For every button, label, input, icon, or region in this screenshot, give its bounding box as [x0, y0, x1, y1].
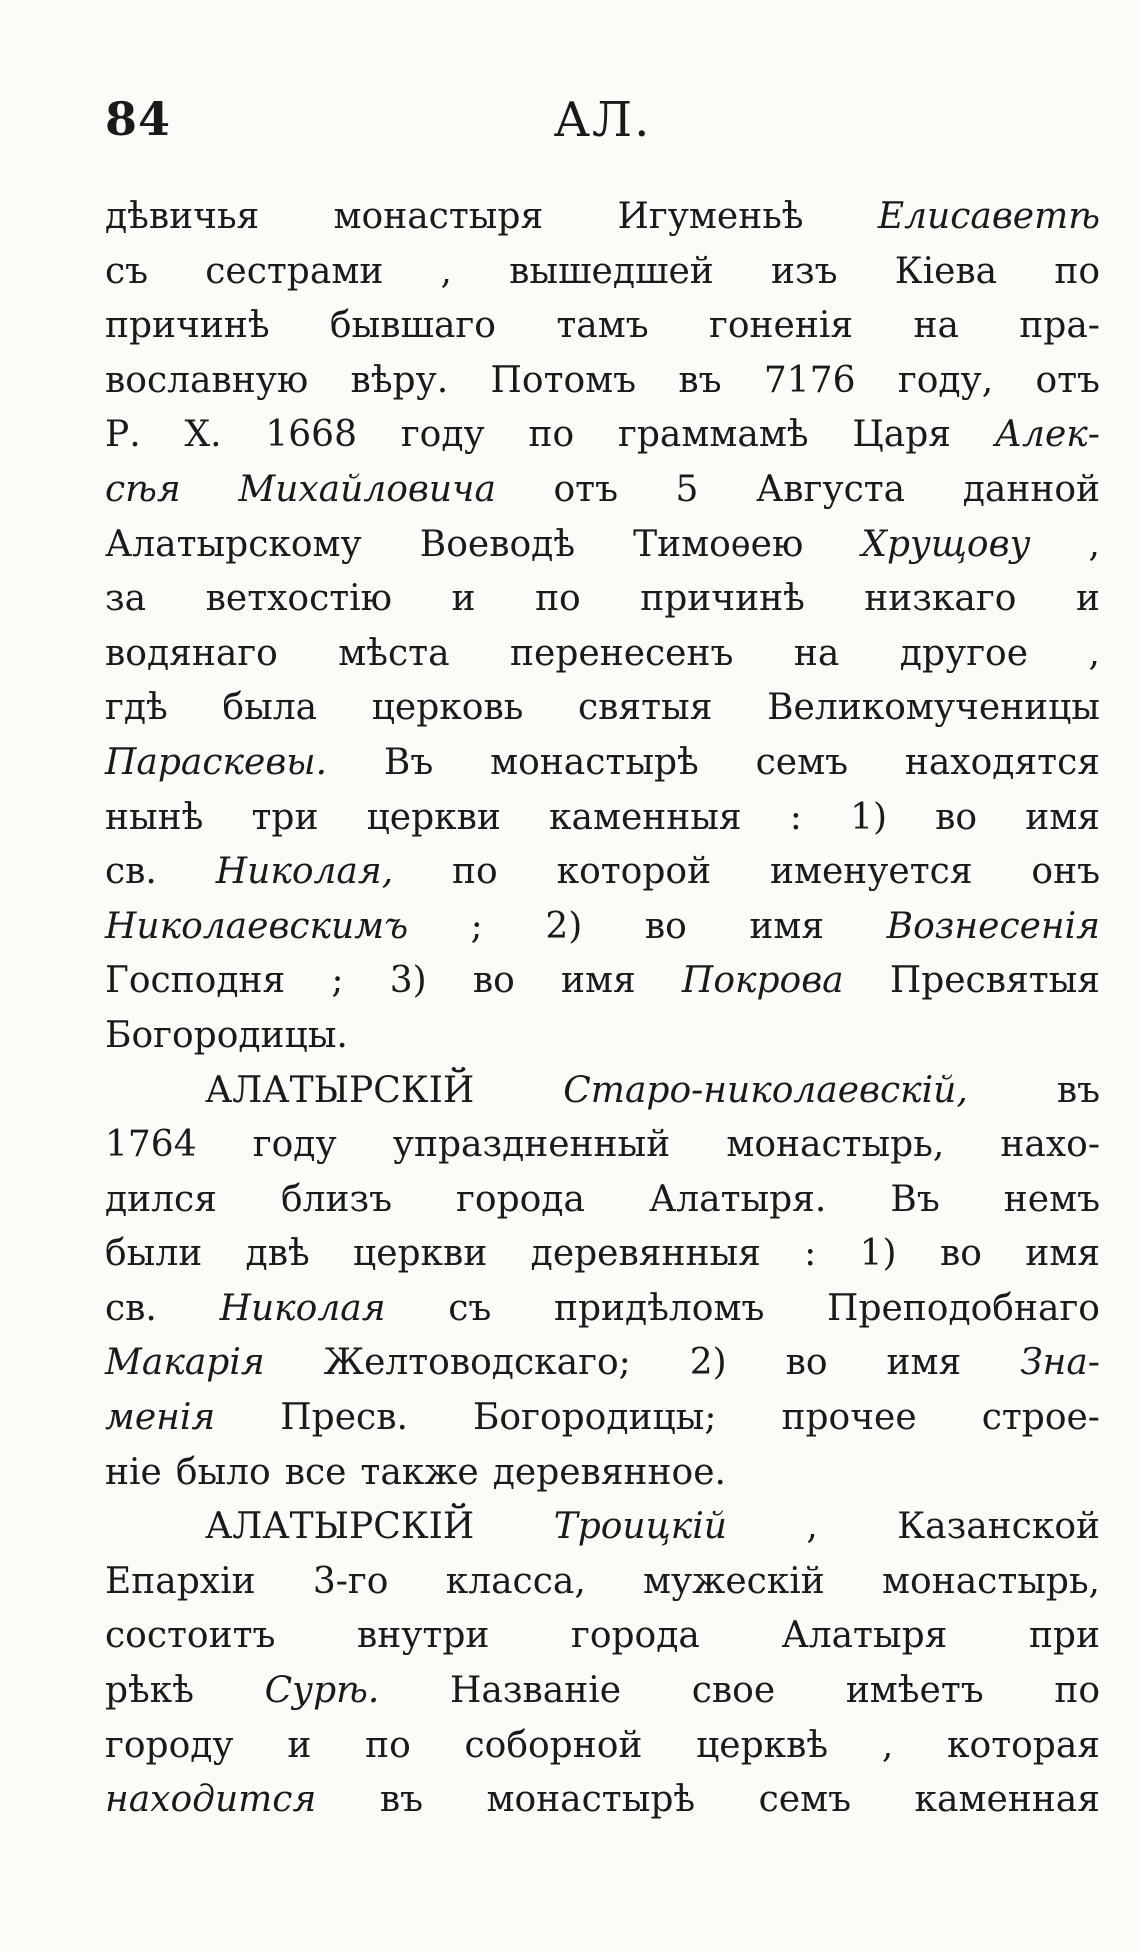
word: Макарія [105, 1342, 265, 1384]
word: граммамѣ [618, 414, 809, 456]
word: съ [448, 1287, 492, 1329]
word: и [1075, 578, 1100, 620]
word: тамъ [556, 305, 649, 347]
text-line [105, 1555, 1100, 1610]
text-line [105, 681, 1100, 736]
word: Названіе [450, 1670, 622, 1712]
word: низкаго [864, 578, 1017, 620]
word: семъ [758, 1779, 852, 1821]
word: Богородицы. [105, 1014, 348, 1056]
word: Алек- [994, 414, 1100, 456]
text-line [105, 1609, 1100, 1664]
text-line [105, 1173, 1100, 1228]
word: АЛАТЫРСКІЙ [205, 1069, 475, 1111]
word: семъ [755, 741, 848, 783]
word: св. [105, 1287, 157, 1329]
word: монастырѣ [486, 1779, 696, 1821]
word: , [881, 1724, 894, 1766]
word: причинѣ [640, 578, 805, 620]
word: Алатырскому [105, 523, 362, 565]
word: году [252, 1124, 337, 1166]
word: водянаго [105, 632, 278, 674]
word: церковь [371, 687, 524, 729]
word: Вознесенія [886, 905, 1100, 947]
word: св. [105, 851, 157, 893]
word: въ [1056, 1069, 1100, 1111]
word: другое [899, 632, 1029, 674]
word: Великомученицы [767, 687, 1100, 729]
word: монастырь, [726, 1124, 945, 1166]
word: во [472, 960, 515, 1002]
word: мужескій [643, 1560, 825, 1602]
word: , [1088, 632, 1100, 674]
text-line [105, 572, 1100, 627]
word: Михайловича [238, 468, 496, 510]
word: строе- [981, 1397, 1100, 1439]
word: Николаевскимъ [105, 905, 409, 947]
word: имя [749, 905, 825, 947]
word: 3) [389, 960, 427, 1002]
word: 1) [859, 1233, 897, 1275]
word: города [456, 1178, 585, 1220]
word: имя [1025, 796, 1100, 838]
word: прочее [781, 1397, 917, 1439]
word: 5 [675, 468, 699, 510]
text-line [105, 1446, 1100, 1501]
word: упраздненный [392, 1124, 671, 1166]
text-line [105, 845, 1100, 900]
word: въ [678, 359, 722, 401]
word: каменныя [549, 796, 742, 838]
word: вославную [105, 359, 309, 401]
word: 2) [689, 1342, 727, 1384]
word: году, [897, 359, 994, 401]
word: церкви [353, 1233, 488, 1275]
word: по [1054, 250, 1100, 292]
word: сестрами [205, 250, 384, 292]
word: данной [962, 468, 1100, 510]
word: были [105, 1233, 203, 1275]
word: нынѣ [105, 796, 204, 838]
text-line [105, 299, 1100, 354]
word: рѣкѣ [105, 1670, 194, 1712]
word: по [528, 414, 575, 456]
running-head [105, 92, 1100, 152]
word: Преподобнаго [827, 1287, 1100, 1329]
text-line [105, 1118, 1100, 1173]
text-line [105, 1719, 1100, 1774]
word: Казанской [897, 1506, 1100, 1548]
word: вѣру. [350, 359, 449, 401]
word: , [1088, 523, 1100, 565]
word: которой [556, 851, 712, 893]
word: отъ [553, 468, 618, 510]
word: и [451, 578, 476, 620]
word: онъ [1031, 851, 1100, 893]
word: Пресвятыя [889, 960, 1100, 1002]
word: АЛАТЫРСКІЙ [205, 1506, 475, 1548]
word: , [806, 1506, 818, 1548]
word: была [222, 687, 318, 729]
word: гоненія [709, 305, 854, 347]
word: святыя [577, 687, 713, 729]
word: Хрущову [861, 523, 1031, 565]
word: менія [105, 1397, 216, 1439]
word: имѣетъ [845, 1670, 984, 1712]
text-line [105, 1391, 1100, 1446]
word: мѣста [338, 632, 450, 674]
word: 1764 [105, 1124, 197, 1166]
word: отъ [1035, 359, 1100, 401]
word: Покрова [681, 960, 844, 1002]
word: перенесенъ [510, 632, 734, 674]
word: Зна- [1020, 1342, 1100, 1384]
word: Царя [852, 414, 951, 456]
word: ніе [105, 1451, 162, 1493]
word: Пресв. [280, 1397, 408, 1439]
word: 7176 [763, 359, 856, 401]
word: именуется [769, 851, 973, 893]
word: монастыря [333, 196, 544, 237]
word: 1) [850, 796, 888, 838]
text-line [105, 900, 1100, 955]
word: Р. [105, 414, 141, 456]
word: Алатыря. [648, 1178, 827, 1220]
word: церкви [366, 796, 501, 838]
word: Алатыря [781, 1615, 948, 1657]
word: имя [561, 960, 636, 1002]
word: Тимоѳею [633, 523, 804, 565]
word: свое [691, 1670, 776, 1712]
word: причинѣ [105, 305, 270, 347]
text-line [105, 1282, 1100, 1337]
text-line [105, 408, 1100, 463]
word: каменная [914, 1779, 1100, 1821]
word: города [570, 1615, 700, 1657]
text-line [105, 1664, 1100, 1719]
word: ; [331, 960, 344, 1002]
word: которая [947, 1724, 1100, 1766]
word: съ [105, 250, 149, 292]
word: внутри [356, 1615, 490, 1657]
text-line [105, 190, 1100, 245]
word: 1668 [265, 414, 357, 456]
word: все [284, 1451, 347, 1493]
word: Троицкій [553, 1506, 727, 1548]
word: по [452, 851, 498, 893]
word: Игуменьѣ [617, 196, 804, 237]
word: придѣломъ [554, 1287, 765, 1329]
word: Въ [383, 741, 434, 783]
word: во [935, 796, 978, 838]
word: гдѣ [105, 687, 168, 729]
word: : [804, 1233, 817, 1275]
word: на [913, 305, 959, 347]
running-title: АЛ. [553, 92, 652, 148]
word: двѣ [245, 1233, 310, 1275]
word: деревянное. [492, 1451, 726, 1493]
word: нахо- [1000, 1124, 1100, 1166]
word: изъ [770, 250, 838, 292]
word: имя [1025, 1233, 1100, 1275]
word: имя [886, 1342, 962, 1384]
word: , [440, 250, 452, 292]
word: три [251, 796, 319, 838]
word: дѣвичья [105, 196, 260, 237]
word: городу [105, 1724, 234, 1766]
word: деревянныя [530, 1233, 761, 1275]
word: во [644, 905, 687, 947]
word: Параскевы. [105, 741, 328, 783]
word: 2) [545, 905, 583, 947]
text-line [105, 463, 1100, 518]
word: находится [105, 1779, 317, 1821]
text-line [105, 1336, 1100, 1391]
word: соборной [464, 1724, 643, 1766]
text-line [105, 954, 1100, 1009]
text-line [105, 1773, 1100, 1828]
word: монастырь, [882, 1560, 1100, 1602]
text-line [105, 245, 1100, 300]
word: Елисаветѣ [877, 196, 1100, 237]
word: немъ [1003, 1178, 1100, 1220]
word: Сурѣ. [264, 1670, 380, 1712]
word: 3-го [312, 1560, 389, 1602]
text-line [105, 1009, 1100, 1064]
word: по [1054, 1670, 1100, 1712]
word: монастырѣ [490, 741, 699, 783]
word: сѣя [105, 468, 181, 510]
word: Николая [219, 1287, 386, 1329]
word: Х. [184, 414, 222, 456]
text-line [105, 1500, 1100, 1555]
word: во [785, 1342, 828, 1384]
word: по [535, 578, 581, 620]
text-line [105, 1227, 1100, 1282]
word: Богородицы; [472, 1397, 717, 1439]
page-number: 84 [105, 92, 172, 146]
word: пра- [1019, 305, 1100, 347]
word: Николая, [215, 851, 394, 893]
word: Въ [890, 1178, 940, 1220]
word: Старо-николаевскій, [563, 1069, 968, 1111]
word: въ [379, 1779, 423, 1821]
word: класса, [445, 1560, 586, 1602]
word: при [1028, 1615, 1100, 1657]
word: Епархіи [105, 1560, 256, 1602]
text-line [105, 518, 1100, 573]
text-line [105, 736, 1100, 791]
word: Господня [105, 960, 286, 1002]
body-text [105, 190, 1100, 1828]
word: также [360, 1451, 479, 1493]
word: Воеводѣ [419, 523, 576, 565]
word: Кіева [894, 250, 998, 292]
word: близъ [280, 1178, 393, 1220]
text-line [105, 1064, 1100, 1119]
word: было [175, 1451, 271, 1493]
text-line [105, 354, 1100, 409]
word: за [105, 578, 147, 620]
word: Августа [756, 468, 906, 510]
word: вышедшей [509, 250, 714, 292]
word: году [400, 414, 485, 456]
word: находятся [904, 741, 1100, 783]
word: по [365, 1724, 411, 1766]
word: ; [470, 905, 483, 947]
word: церквѣ [696, 1724, 829, 1766]
text-line [105, 627, 1100, 682]
word: во [939, 1233, 982, 1275]
word: Желтоводскаго; [323, 1342, 631, 1384]
word: : [789, 796, 802, 838]
word: и [287, 1724, 312, 1766]
word: на [793, 632, 840, 674]
word: Потомъ [490, 359, 637, 401]
text-line [105, 791, 1100, 846]
word: бывшаго [329, 305, 496, 347]
word: состоитъ [105, 1615, 276, 1657]
word: ветхостію [205, 578, 393, 620]
word: дился [105, 1178, 217, 1220]
